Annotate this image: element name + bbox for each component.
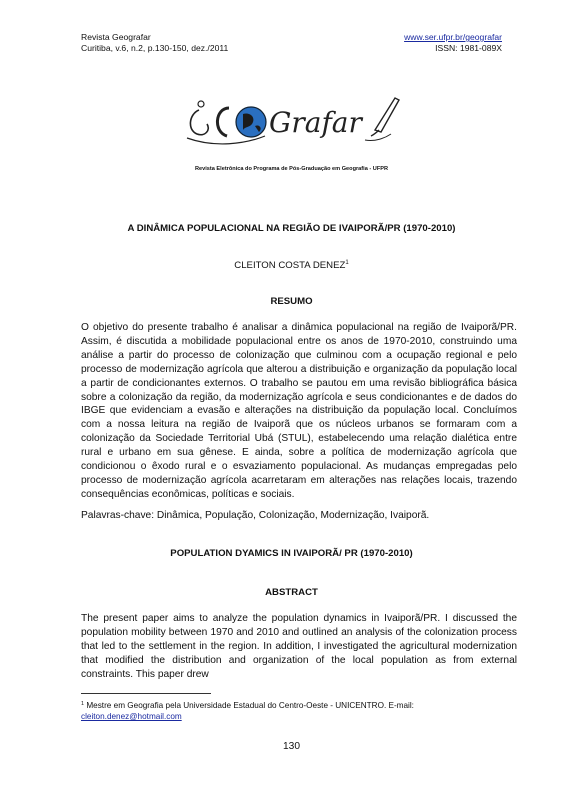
author-name: CLEITON COSTA DENEZ [234, 260, 346, 271]
abstract-heading: ABSTRACT [265, 587, 318, 598]
issn: ISSN: 1981-089X [435, 43, 502, 53]
author-footnote-mark: 1 [345, 260, 349, 266]
author-line [81, 260, 502, 271]
footnote-divider [81, 693, 211, 694]
page-number: 130 [283, 741, 300, 752]
resumo-heading: RESUMO [270, 296, 313, 307]
author-email-link[interactable]: cleiton.denez@hotmail.com [81, 712, 182, 721]
journal-url-link[interactable]: www.ser.ufpr.br/geografar [404, 32, 502, 42]
journal-logo [185, 90, 405, 156]
footnote [81, 699, 517, 722]
keywords: Palavras-chave: Dinâmica, População, Colonização, Modernização, Ivaiporã. [81, 510, 430, 521]
english-title: POPULATION DYAMICS IN IVAIPORÃ/ PR (1970-2010) [170, 548, 413, 559]
citation: Curitiba, v.6, n.2, p.130-150, dez./2011 [81, 43, 229, 53]
logo-subtitle: Revista Eletrônica do Programa de Pós-Graduação em Geografia - UFPR [194, 166, 389, 172]
resumo-text: O objetivo do presente trabalho é analisar a dinâmica populacional na região de Ivaiporã/PR. Assim, é discutida a mobilidade populacional entre os anos de 1970-2010, construindo uma análise a partir do processo de colonização que culminou com a ocupação regional e pelo processo de modernização agrícola que alterou a distribuição e organização da população local a partir de condicionantes externos. O trabalho se pautou em uma revisão bibliográfica básica sobre a colonização da região, da modernização agrícola e seus condicionantes e de dados do IBGE que evidenciam a evasão e alterações na distribuição da população local. Concluímos com a nossa leitura na região de Ivaiporã que os núcleos urbanos se formaram com a colonização da Sociedade Territorial Ubá (STUL), estabelecendo uma relação dialética entre rural e urbano em sua gênese. E ainda, sobre a política de modernização agrícola que condicionou o êxodo rural e o esvaziamento populacional. As mudanças empregadas pelo processo de modernização agrícola acarretaram em alterações nas relações locais, trazendo consequências econômicas, políticas e sociais. [81, 322, 517, 500]
logo-wordmark: Grafar [269, 106, 362, 139]
journal-logo-graphic [185, 90, 405, 156]
running-header [81, 32, 502, 54]
article-title: A DINÂMICA POPULACIONAL NA REGIÃO DE IVAIPORÃ/PR (1970-2010) [127, 223, 456, 234]
footnote-mark: 1 [81, 701, 85, 707]
footnote-text: Mestre em Geografia pela Universidade Estadual do Centro-Oeste - UNICENTRO. E-mail: [84, 701, 414, 710]
abstract-text: The present paper aims to analyze the population dynamics in Ivaiporã/PR. I discussed the population mobility between 1970 and 2010 and outlined an analysis of the colonization process that led to the settlement in the region. In addition, I investigated the agricultural modernization that modified the distribution and organization of the local population as from external constraints. This paper drew [81, 613, 517, 680]
journal-name: Revista Geografar [81, 32, 151, 42]
